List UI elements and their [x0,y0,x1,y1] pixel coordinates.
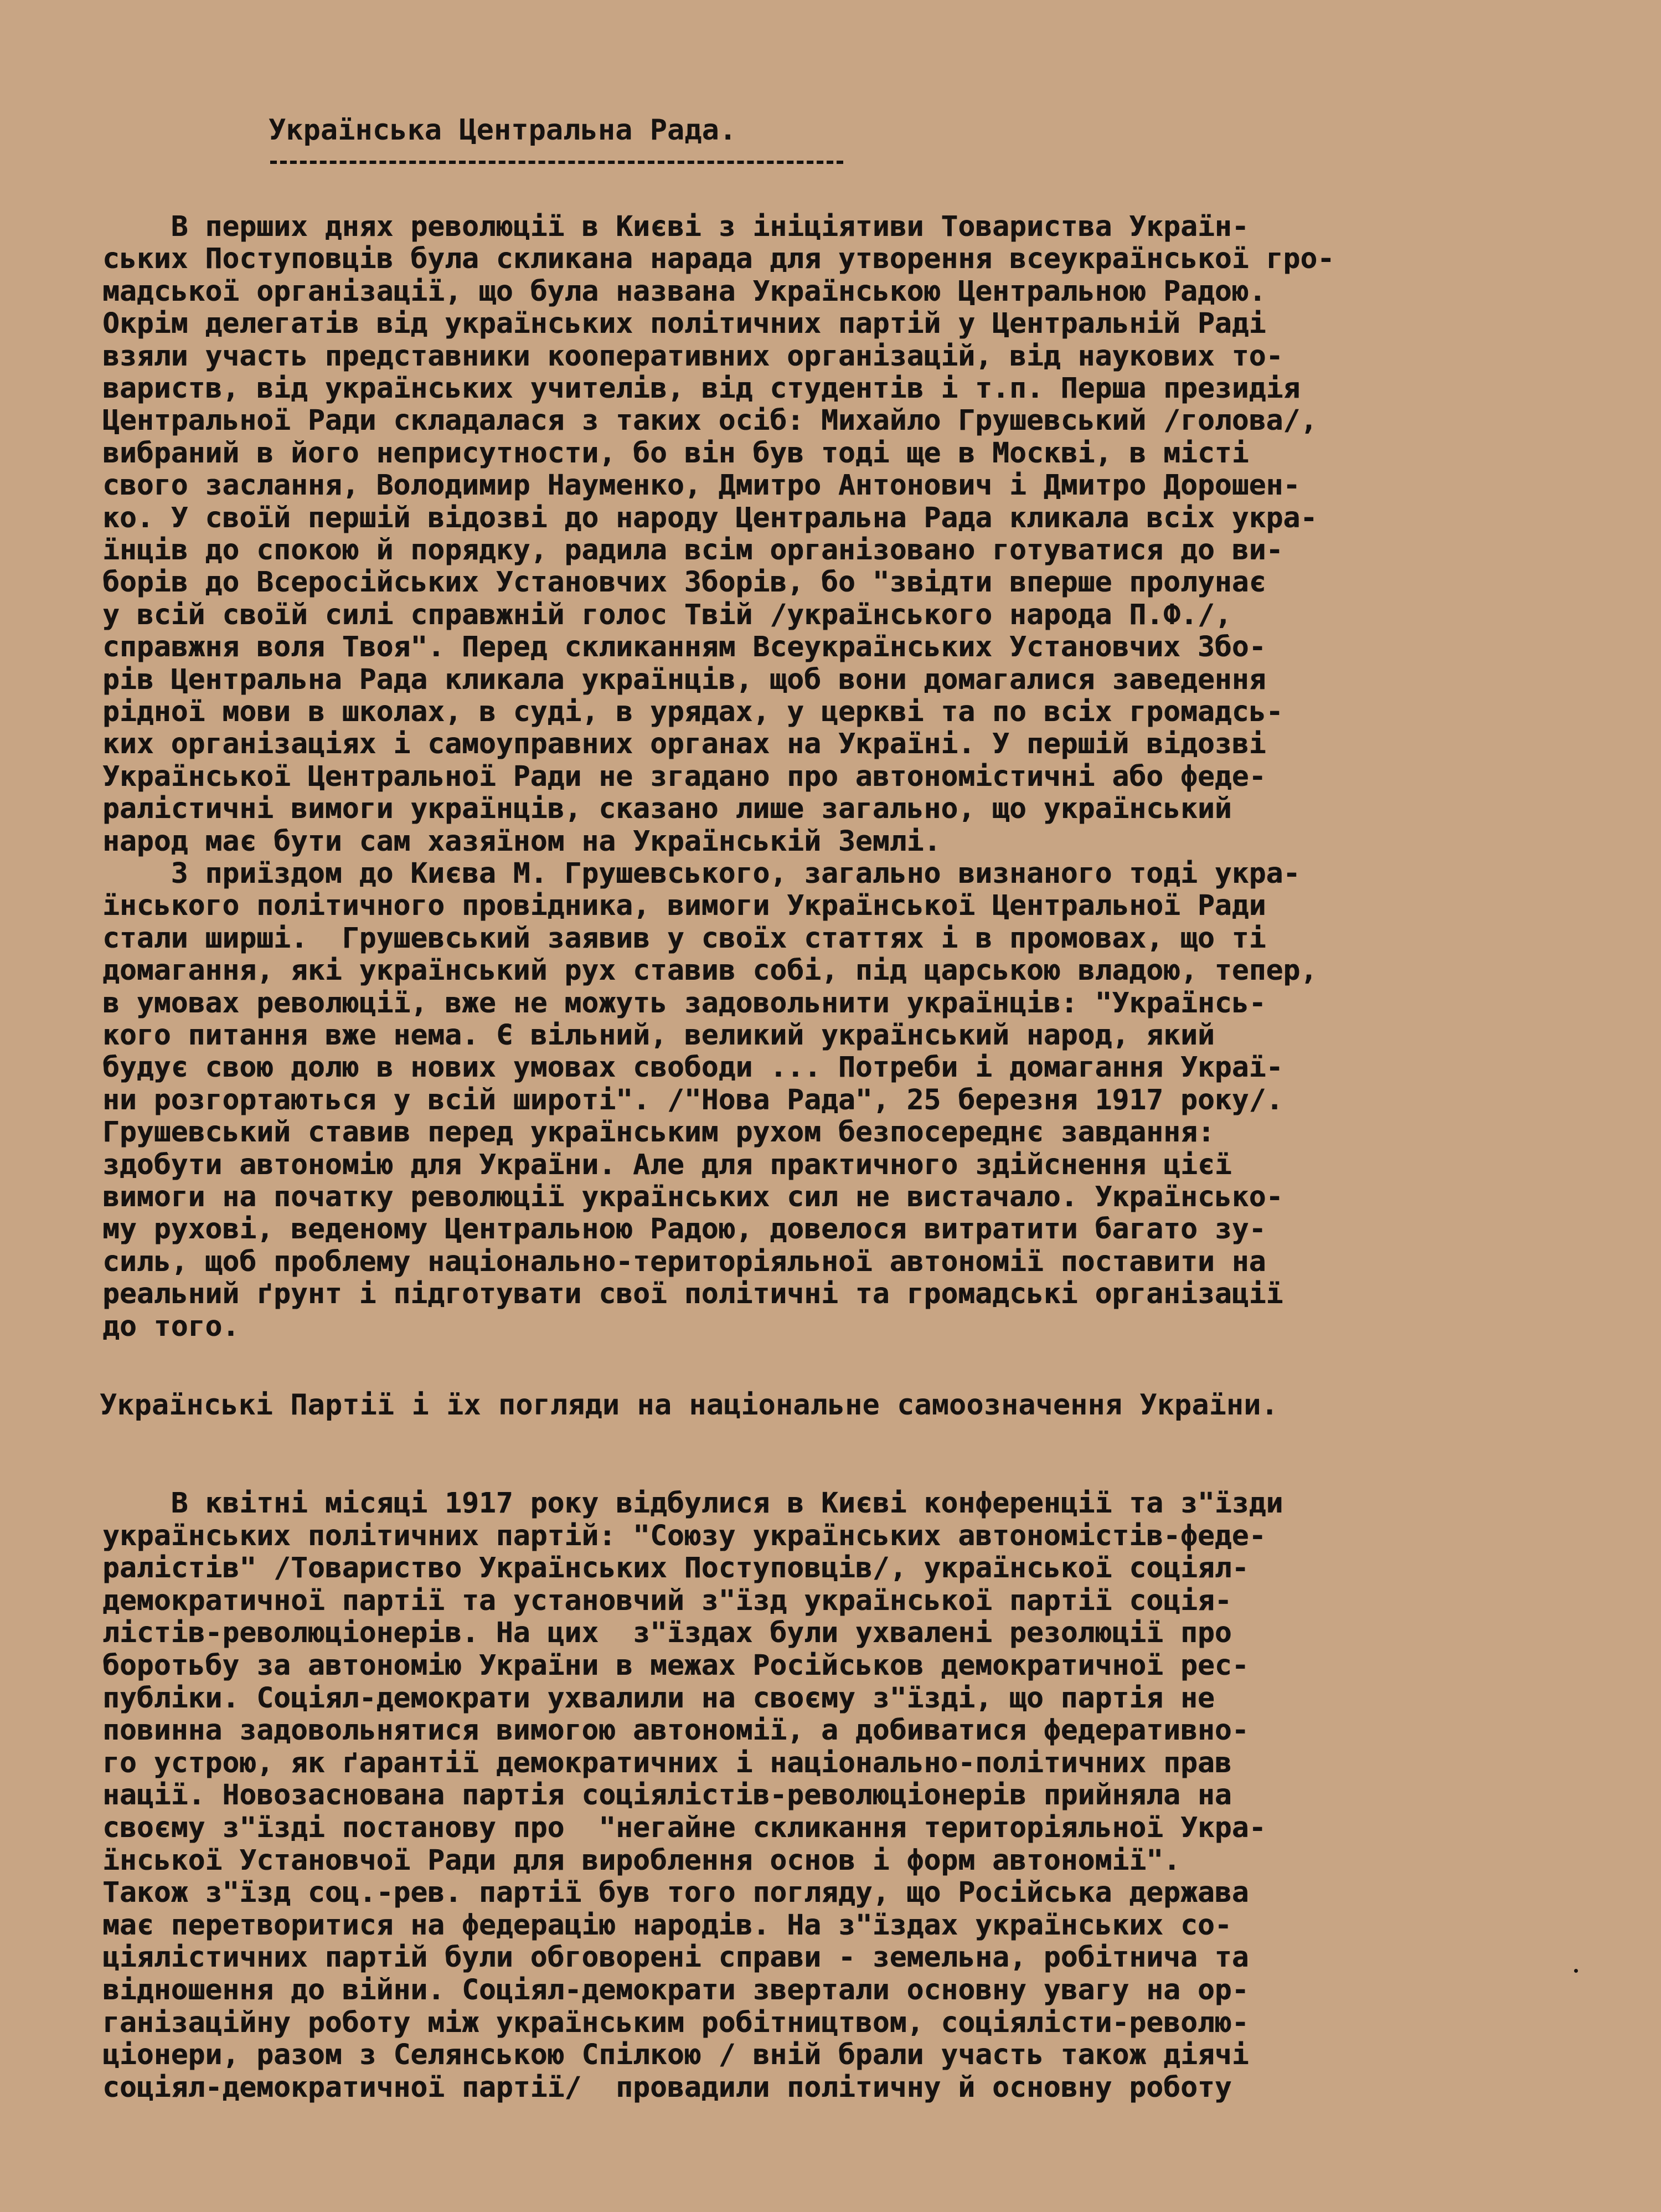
text-line: ських Поступовців була скликана нарада для утворення всеукраїнської гро- [102,243,1335,276]
title-underline [270,161,843,164]
text-line: в умовах революції, вже не можуть задовольнити українців: "Українсь- [102,986,1266,1020]
text-line: Української Центральної Ради не згадано про автономістичні або феде- [102,760,1266,793]
text-line: має перетворитися на федерацію народів. На з"їздах українських со- [102,1909,1232,1942]
text-line: ганізаційну роботу між українським робітництвом, соціялісти-револю- [102,2006,1249,2039]
text-line: В квітні місяці 1917 року відбулися в Києві конференції та з"їзди [102,1487,1283,1520]
text-line: ралістичні вимоги українців, сказано лише загально, що український [102,793,1232,826]
text-line: соціял-демократичної партії/ провадили політичну й основну роботу [102,2071,1232,2104]
text-line: Також з"їзд соц.-рев. партії був того погляду, що Російська держава [102,1876,1249,1910]
text-line: народ має бути сам хазяїном на Українській Землі. [102,825,941,858]
text-line: ни розгортаються у всій широті". /"Нова Рада", 25 березня 1917 року/. [102,1083,1283,1117]
section-title-parties: Українські Партії і їх погляди на національне самоозначення України. [100,1388,1278,1422]
text-line: лістів-революціонерів. На цих з"їздах були ухвалені резолюції про [102,1617,1232,1650]
text-line: вимоги на початку революції українських сил не вистачало. Українсько- [102,1181,1283,1213]
text-line: З приїздом до Києва М. Грушевського, загально визнаного тоді укра- [102,857,1301,890]
text-line: до того. [102,1310,240,1343]
text-line: нації. Новозаснована партія соціялістів-революціонерів прийняла на [102,1779,1232,1812]
text-line: їнського політичного провідника, вимоги Української Центральної Ради [102,889,1266,923]
text-line: рідної мови в школах, в суді, в урядах, у церкві та по всіх громадсь- [102,696,1283,728]
text-line: взяли участь представники кооперативних організацій, від наукових то- [102,339,1283,373]
text-line: вариств, від українських учителів, від студентів і т.п. Перша президія [102,372,1301,405]
text-line: ціонери, разом з Селянською Спілкою / вній брали участь також діячі [102,2039,1249,2072]
text-line: будує свою долю в нових умовах свободи ... Потреби і домагання Украї- [102,1051,1283,1084]
text-line: кого питання вже нема. Є вільний, великий український народ, який [102,1019,1215,1052]
text-line: силь, щоб проблему національно-територіяльної автономії поставити на [102,1245,1266,1278]
text-line: відношення до війни. Соціял-демократи звертали основну увагу на ор- [102,1974,1249,2007]
text-line: мадської організації, що була названа Українською Центральною Радою. [102,275,1266,308]
text-line: у всій своїй силі справжній голос Твій /українського народа П.Ф./, [102,598,1232,631]
text-line: здобути автономію для України. Але для практичного здійснення цієї [102,1148,1232,1181]
text-line: реальний ґрунт і підготувати свої політичні та громадські організації [102,1278,1283,1311]
text-line: українських політичних партій: "Союзу українських автономістів-феде- [102,1519,1266,1552]
text-line: справжня воля Твоя". Перед скликанням Всеукраїнських Установчих Збо- [102,631,1266,664]
text-line: свого заслання, Володимир Науменко, Дмитро Антонович і Дмитро Дорошен- [102,469,1301,502]
text-line: їнської Установчої Ради для вироблення основ і форм автономії". [102,1844,1180,1877]
text-line: домагання, які український рух ставив собі, під царською владою, тепер, [102,954,1318,987]
text-line: Окрім делегатів від українських політичних партій у Центральній Раді [102,307,1266,341]
text-line: В перших днях революції в Києві з ініціятиви Товариства Україн- [102,210,1249,243]
text-line: рів Центральна Рада кликала українців, щоб вони домагалися заведення [102,663,1266,696]
text-line: своєму з"їзді постанову про "негайне скликання територіяльної Укра- [102,1812,1266,1844]
text-line: ціялістичних партій були обговорені справи - земельна, робітнича та [102,1941,1249,1974]
section-title-central-rada: Українська Центральна Рада. [269,114,737,147]
text-line: ралістів" /Товариство Українських Поступовців/, української соціял- [102,1552,1249,1585]
text-line: го устрою, як ґарантії демократичних і національно-політичних прав [102,1746,1232,1779]
text-line: публіки. Соціял-демократи ухвалили на своєму з"їзді, що партія не [102,1681,1215,1715]
ink-dot [1574,1969,1578,1973]
text-line: боротьбу за автономію України в межах Російськов демократичної рес- [102,1649,1249,1682]
text-line: Центральної Ради складалася з таких осіб: Михайло Грушевський /голова/, [102,404,1318,438]
text-line: ко. У своїй першій відозві до народу Центральна Рада кликала всіх укра- [102,501,1318,534]
text-line: ких організаціях і самоуправних органах на Україні. У першій відозві [102,728,1266,761]
text-line: їнців до спокою й порядку, радила всім організовано готуватися до ви- [102,534,1283,567]
text-line: Грушевський ставив перед українським рухом безпосереднє завдання: [102,1116,1215,1149]
text-line: вибраний в його неприсутности, бо він був тоді ще в Москві, в місті [102,436,1249,470]
text-line: демократичної партії та установчий з"їзд української партії соція- [102,1584,1232,1617]
text-line: стали ширші. Грушевський заявив у своїх статтях і в промовах, що ті [102,922,1266,955]
text-line: му рухові, веденому Центральною Радою, довелося витратити багато зу- [102,1213,1266,1246]
text-line: повинна задовольнятися вимогою автономії, а добиватися федеративно- [102,1714,1249,1747]
text-line: борів до Всеросійських Установчих Зборів, бо "звідти вперше пролунає [102,566,1266,599]
